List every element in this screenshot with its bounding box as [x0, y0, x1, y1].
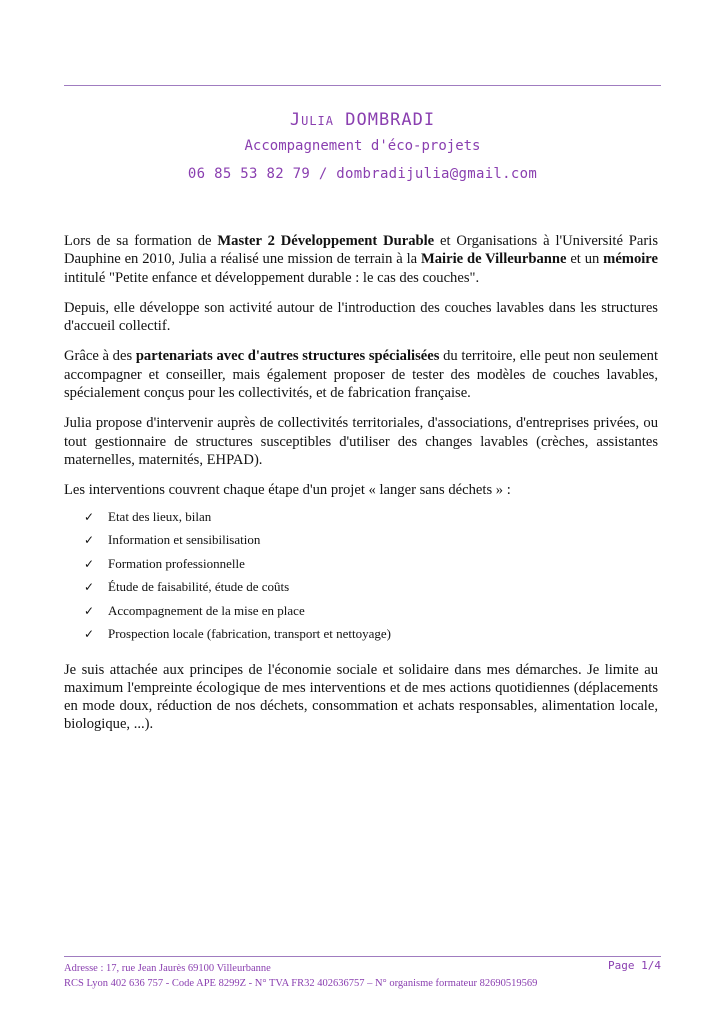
text-run: du territoire, elle peut non seulement accompagner et conseiller, mais également proposer de tester des modèles de couches lavables, spécialement conçus pour les collectivités, et de fabrication française.	[64, 348, 658, 402]
checkmark-icon: ✓	[84, 580, 95, 595]
list-item-label: Etat des lieux, bilan	[108, 508, 212, 524]
bold-mairie: Mairie de Villeurbanne	[420, 251, 567, 268]
footer-legal: RCS Lyon 402 636 757 - Code APE 8299Z - N° TVA FR32 402636757 – N° organisme formateur 82690519569	[64, 978, 538, 989]
list-item-label: Formation professionnelle	[108, 555, 245, 571]
page-number: Page 1/4	[608, 959, 661, 972]
list-item	[84, 508, 658, 532]
paragraph-interventions: Julia propose d'intervenir auprès de collectivités territoriales, d'associations, d'entreprises privées, ou tout gestionnaire de structures susceptibles d'utiliser des changes lavables (crèches, assistantes maternelles, maternités, EHPAD).	[64, 415, 658, 468]
list-item-label: Information et sensibilisation	[108, 532, 261, 548]
bold-master: Master 2 Développement Durable	[217, 233, 435, 249]
header-rule	[64, 85, 661, 86]
letterhead	[64, 110, 661, 182]
list-item	[84, 625, 658, 649]
list-item	[84, 578, 658, 602]
text-run: et Organisations à l'Université Paris Dauphine en 2010, Julia a réalisé une mission de terrain à la	[64, 233, 658, 268]
checkmark-icon: ✓	[84, 556, 95, 571]
footer-rule	[64, 956, 661, 957]
checkmark-icon: ✓	[84, 627, 95, 642]
list-item-label: Accompagnement de la mise en place	[108, 602, 305, 618]
text-run: Lors de sa formation de	[64, 233, 218, 249]
bold-partenariats: partenariats avec d'autres structures spécialisées	[135, 348, 440, 365]
text-run: Grâce à des	[64, 348, 136, 365]
text-run: et un	[566, 251, 604, 268]
list-item-label: Prospection locale (fabrication, transport et nettoyage)	[108, 626, 392, 642]
paragraph-activite: Depuis, elle développe son activité autour de l'introduction des couches lavables dans les structures d'accueil collectif.	[64, 299, 658, 335]
list-item-label: Étude de faisabilité, étude de coûts	[108, 579, 290, 595]
checkmark-icon: ✓	[84, 603, 95, 618]
footer-address: Adresse : 17, rue Jean Jaurès 69100 Villeurbanne	[64, 963, 271, 974]
list-item	[84, 602, 658, 626]
checkmark-icon: ✓	[84, 509, 95, 524]
author-subtitle: Accompagnement d'éco-projets	[244, 138, 481, 154]
checkmark-icon: ✓	[84, 533, 95, 548]
document-body	[64, 232, 658, 746]
footer	[64, 961, 661, 991]
text-run: intitulé "Petite enfance et développement durable : le cas des couches".	[64, 269, 480, 286]
paragraph-formation	[64, 232, 658, 287]
contact-line: 06 85 53 82 79 / dombradijulia@gmail.com	[187, 166, 538, 182]
paragraph-etapes: Les interventions couvrent chaque étape d'un projet « langer sans déchets » :	[64, 482, 511, 499]
paragraph-partenariats	[64, 347, 658, 402]
steps-list	[84, 508, 658, 649]
list-item	[84, 531, 658, 555]
list-item	[84, 555, 658, 579]
paragraph-ess: Je suis attachée aux principes de l'économie sociale et solidaire dans mes démarches. Je limite au maximum l'empreinte écologique de mes interventions et de mes actions quotidiennes (déplacements en mode doux, réduction de nos déchets, consommation et achats responsables, alimentation locale, biologique, ...).	[64, 661, 658, 733]
bold-memoire: mémoire	[603, 251, 658, 268]
author-name: Julia DOMBRADI	[289, 110, 436, 130]
